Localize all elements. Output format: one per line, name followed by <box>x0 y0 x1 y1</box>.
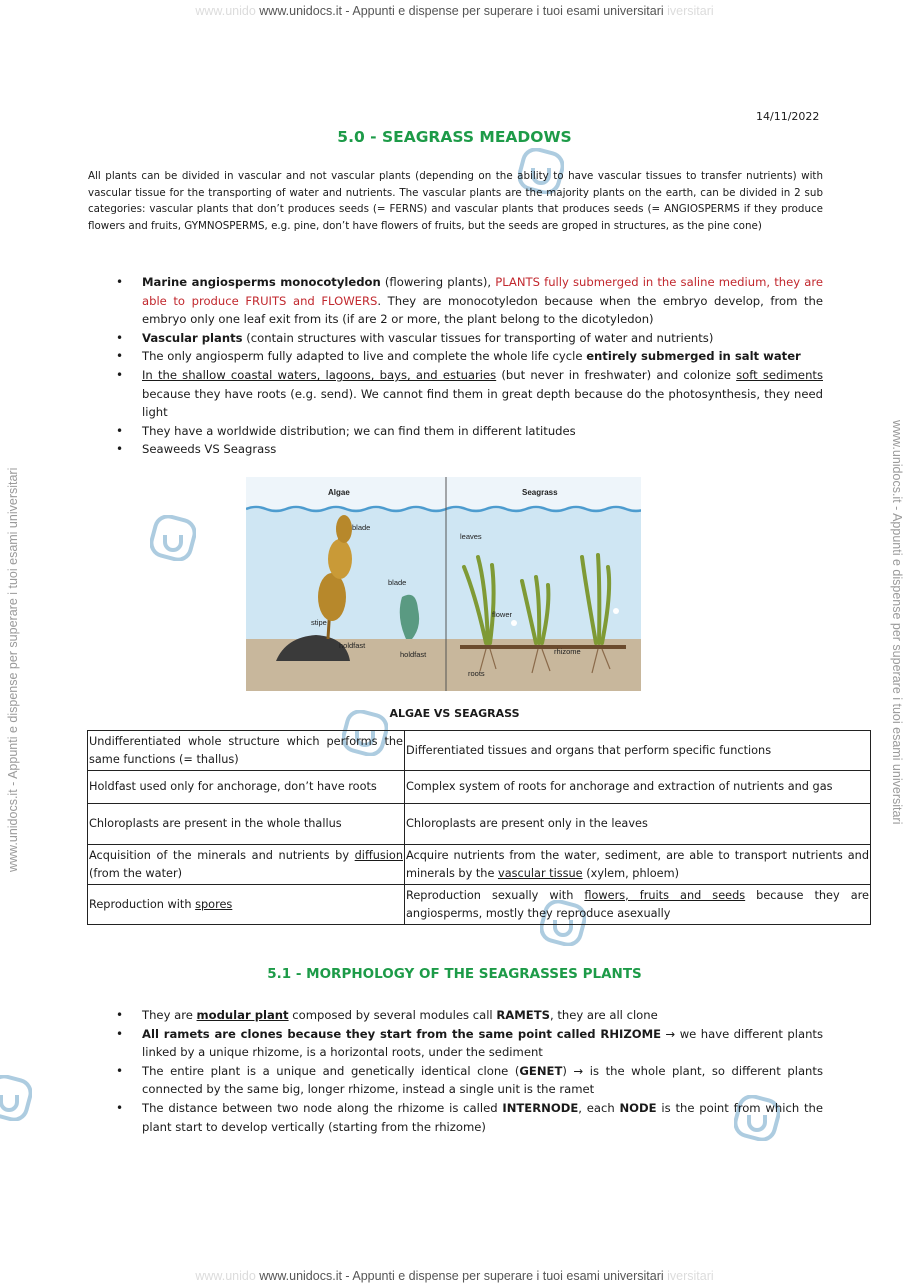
bold-underlined-text: modular plant <box>196 1008 289 1022</box>
text: Acquire nutrients from the water, sediment, are able to transport nutrients and minerals by the <box>406 848 869 880</box>
underlined-text: flowers, fruits and seeds <box>584 888 746 902</box>
bold-text: GENET <box>519 1063 563 1078</box>
underlined-text: In the shallow coastal waters, lagoons, bays, and estuaries <box>142 367 497 382</box>
table-row <box>88 771 871 804</box>
watermark-side-right: www.unidocs.it - Appunti e dispense per superare i tuoi esami universitari <box>890 420 904 825</box>
list-item <box>142 347 823 366</box>
text: . They are monocotyledon because when the embryo develop, from the embryo only one leaf exit from its (if are 2 or more, the plant belong to the dicotyledon) <box>142 293 823 327</box>
table-row <box>88 731 871 771</box>
text: Acquisition of the minerals and nutrients by <box>89 848 355 862</box>
list-item <box>142 1006 823 1025</box>
list-item <box>142 273 823 329</box>
table-cell-seagrass <box>405 845 871 885</box>
watermark-banner-text: www.unidocs.it - Appunti e dispense per superare i tuoi esami universitari <box>259 1269 664 1283</box>
watermark-side-left: www.unidocs.it - Appunti e dispense per superare i tuoi esami universitari <box>6 467 20 872</box>
label-holdfast: holdfast <box>400 650 427 659</box>
text: (xylem, phloem) <box>582 866 680 880</box>
bold-text: entirely submerged in salt water <box>586 349 801 364</box>
intro-paragraph: All plants can be divided in vascular and not vascular plants (depending on the ability to have vascular tissues to transfer nutrients) with vascular tissue for the transporting of water and nutrients. The vascular plants are the majority plants on the earth, can be divided in 2 sub categories: vascular plants that don’t produces seeds (= FERNS) and vascular plants that produces seeds (= ANGIOSPERMS if they produce flowers and fruits, GYMNOSPERMS, e.g. pine, don’t have flowers of fruits, but the seeds are groped in structures, as the pine cone) <box>88 170 823 232</box>
table-row <box>88 804 871 845</box>
text: because they have roots (e.g. send). We cannot find them in great depth because do the photosynthesis, they need light <box>142 386 823 420</box>
table-cell-algae: Undifferentiated whole structure which performs the same functions (= thallus) <box>88 731 405 771</box>
watermark-ghost-text: iversitari <box>667 4 714 18</box>
watermark-banner-text: www.unidocs.it - Appunti e dispense per superare i tuoi esami universitari <box>259 4 664 18</box>
arrow-icon: → <box>661 1026 680 1041</box>
sky-band <box>246 477 641 509</box>
list-item <box>142 1025 823 1062</box>
list-item <box>142 1062 823 1099</box>
text: Reproduction sexually with <box>406 888 585 902</box>
label-roots: roots <box>468 669 485 678</box>
bold-text: All ramets are clones because they start from the same point called RHIZOME <box>142 1026 662 1041</box>
label-rhizome: rhizome <box>554 647 581 656</box>
label-flower: flower <box>492 610 513 619</box>
text: (flowering plants), <box>380 275 496 289</box>
bold-text: Vascular plants <box>142 330 243 345</box>
table-row <box>88 845 871 885</box>
text: (contain structures with vascular tissues for transporting of water and nutrients) <box>242 330 714 345</box>
watermark-banner-bottom <box>0 1269 909 1283</box>
alga-blade <box>328 539 352 579</box>
text: Reproduction with <box>89 897 196 911</box>
table-cell-seagrass: Chloroplasts are present only in the leaves <box>405 804 871 845</box>
panel-title-algae: Algae <box>328 488 350 497</box>
watermark-ghost-text: iversitari <box>667 1269 714 1283</box>
watermark-ghost-text: www.unido <box>195 4 256 18</box>
text: The entire plant is a unique and genetically identical clone ( <box>142 1063 520 1078</box>
label-leaves: leaves <box>460 532 482 541</box>
text: , they are all clone <box>549 1008 658 1022</box>
list-item <box>142 329 823 348</box>
text: , each <box>578 1100 620 1115</box>
subsection-title: 5.1 - MORPHOLOGY OF THE SEAGRASSES PLANTS <box>267 966 642 982</box>
text: we have different plants linked by a unique rhizome, is a horizontal roots, under the sediment <box>142 1026 823 1060</box>
list-item <box>142 366 823 422</box>
bullet-list <box>142 273 823 459</box>
list-item <box>142 1099 823 1136</box>
label-stipe: stipe <box>311 618 327 627</box>
table-cell-seagrass: Complex system of roots for anchorage and extraction of nutrients and gas <box>405 771 871 804</box>
text: composed by several modules call <box>288 1008 497 1022</box>
table-cell-algae: Holdfast used only for anchorage, don’t have roots <box>88 771 405 804</box>
label-blade: blade <box>388 578 407 587</box>
document-date: 14/11/2022 <box>756 110 820 123</box>
watermark-banner-top <box>0 4 909 18</box>
text: They are <box>142 1008 197 1022</box>
unidocs-logo-icon <box>150 515 196 561</box>
highlight-text: PLANTS fully submerged in the saline medium, they are able to produce FRUITS and FLOWERS <box>142 275 823 308</box>
underlined-text: spores <box>195 897 233 911</box>
algae-vs-seagrass-figure <box>246 477 641 691</box>
text: (from the water) <box>89 866 183 880</box>
table-cell-seagrass <box>405 885 871 925</box>
text: because they are angiosperms, mostly they reproduce asexually <box>406 888 869 920</box>
flower-dot <box>613 608 619 614</box>
alga-blade <box>336 515 352 543</box>
alga-blade <box>318 573 346 621</box>
table-cell-algae <box>88 845 405 885</box>
label-holdfast: holdfast <box>339 641 366 650</box>
list-item: • Seaweeds VS Seagrass <box>142 440 823 459</box>
table-row <box>88 885 871 925</box>
section-title: 5.0 - SEAGRASS MEADOWS <box>337 128 572 146</box>
text: is the point from which the plant start to develop vertically (starting from the rhizome) <box>142 1100 823 1134</box>
underlined-text: soft sediments <box>736 367 823 382</box>
table-cell-algae: Chloroplasts are present in the whole thallus <box>88 804 405 845</box>
bold-text: Marine angiosperms monocotyledon <box>142 275 381 289</box>
unidocs-logo-icon <box>0 1075 32 1121</box>
bold-text: NODE <box>619 1100 657 1115</box>
text: The distance between two node along the rhizome is called <box>142 1100 503 1115</box>
underlined-text: diffusion <box>354 848 403 862</box>
comparison-table <box>87 730 871 925</box>
bold-text: INTERNODE <box>502 1100 579 1115</box>
underlined-text: vascular tissue <box>498 866 583 880</box>
table-cell-seagrass: Differentiated tissues and organs that perform specific functions <box>405 731 871 771</box>
panel-title-seagrass: Seagrass <box>522 488 558 497</box>
text: (but never in freshwater) and colonize <box>496 367 737 382</box>
label-blade: blade <box>352 523 371 532</box>
bold-text: RAMETS <box>496 1008 550 1022</box>
flower-dot <box>511 620 517 626</box>
bullet-list <box>142 1006 823 1136</box>
text: ) → is the whole plant, so different plants connected by the same big, longer rhizome, instead a single unit is the ramet <box>142 1063 823 1097</box>
table-cell-algae <box>88 885 405 925</box>
list-item: • They have a worldwide distribution; we can find them in different latitudes <box>142 422 823 441</box>
watermark-ghost-text: www.unido <box>195 1269 256 1283</box>
text: The only angiosperm fully adapted to live and complete the whole life cycle <box>142 349 587 364</box>
figure-caption: ALGAE VS SEAGRASS <box>389 707 520 720</box>
